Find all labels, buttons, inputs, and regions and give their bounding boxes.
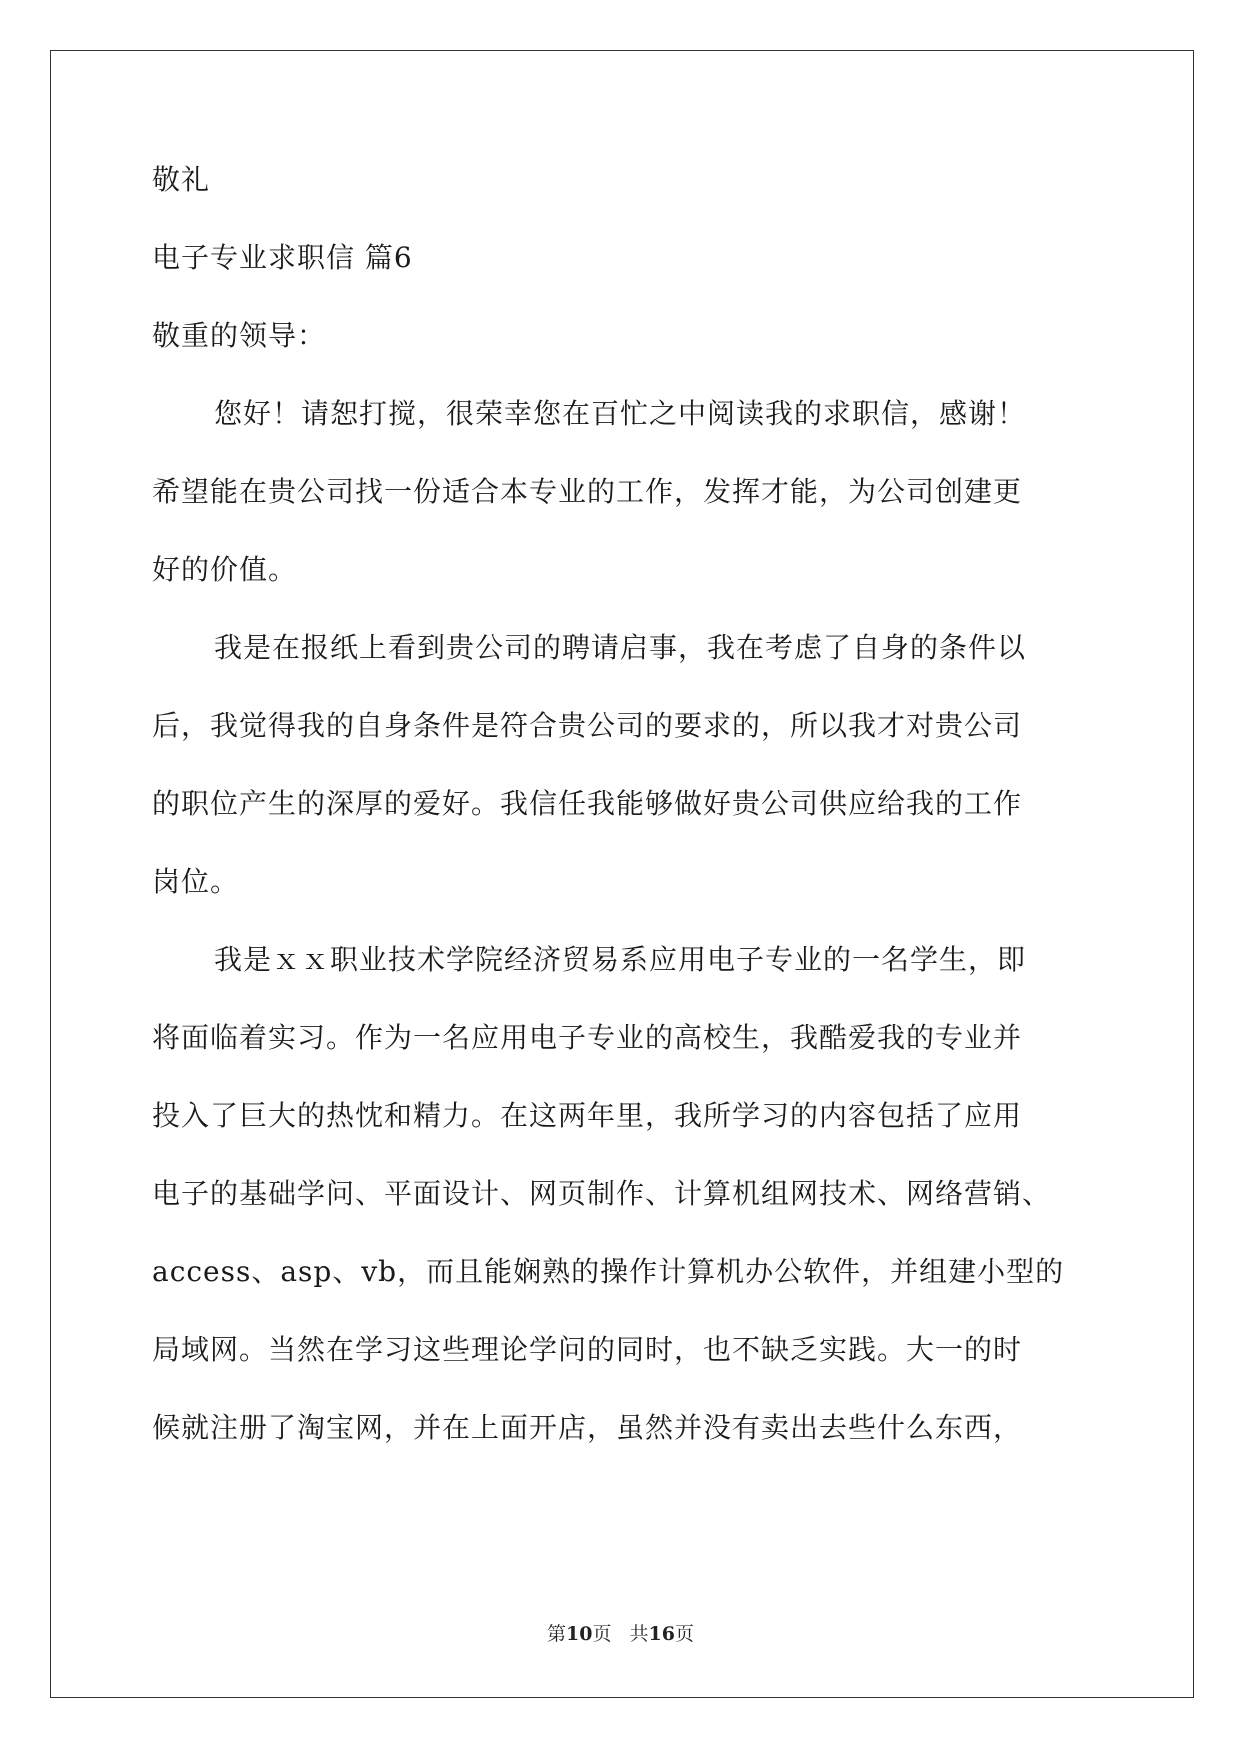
paragraph-line: 岗位。 (152, 865, 240, 898)
paragraph-line: 我是在报纸上看到贵公司的聘请启事，我在考虑了自身的条件以 (214, 631, 1027, 664)
paragraph-line: 的职位产生的深厚的爱好。我信任我能够做好贵公司供应给我的工作 (152, 787, 1023, 820)
paragraph-line: 我是ｘｘ职业技术学院经济贸易系应用电子专业的一名学生，即 (214, 943, 1027, 976)
greeting: 敬重的领导： (152, 319, 327, 352)
page-suffix: 页 (592, 1623, 612, 1645)
paragraph-line: access、asp、vb，而且能娴熟的操作计算机办公软件，并组建小型的 (152, 1255, 1065, 1288)
paragraph-line: 您好！请恕打搅，很荣幸您在百忙之中阅读我的求职信，感谢！ (214, 397, 1027, 430)
closing-salutation: 敬礼 (152, 163, 211, 196)
paragraph-line: 局域网。当然在学习这些理论学问的同时，也不缺乏实践。大一的时 (152, 1333, 1023, 1366)
paragraph-line: 电子的基础学问、平面设计、网页制作、计算机组网技术、网络营销、 (152, 1177, 1052, 1210)
page-prefix: 第 (547, 1623, 567, 1645)
page-footer (0, 1622, 1241, 1646)
section-title: 电子专业求职信 篇6 (152, 241, 413, 274)
total-prefix: 共 (629, 1623, 649, 1645)
paragraph-line: 候就注册了淘宝网，并在上面开店，虽然并没有卖出去些什么东西， (152, 1411, 1023, 1444)
total-page-number: 16 (648, 1623, 675, 1645)
total-suffix: 页 (674, 1623, 694, 1645)
paragraph-line: 希望能在贵公司找一份适合本专业的工作，发挥才能，为公司创建更 (152, 475, 1023, 508)
current-page-number: 10 (566, 1623, 593, 1645)
document-body (152, 160, 1096, 1486)
paragraph-line: 后，我觉得我的自身条件是符合贵公司的要求的，所以我才对贵公司 (152, 709, 1023, 742)
paragraph-line: 好的价值。 (152, 553, 298, 586)
paragraph-line: 将面临着实习。作为一名应用电子专业的高校生，我酷爱我的专业并 (152, 1021, 1023, 1054)
paragraph-line: 投入了巨大的热忱和精力。在这两年里，我所学习的内容包括了应用 (152, 1099, 1023, 1132)
